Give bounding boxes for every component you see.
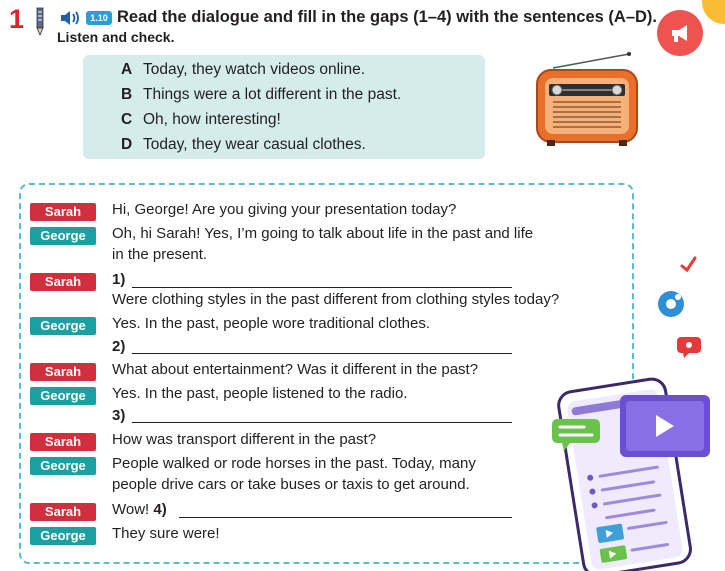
speaker-icon[interactable] xyxy=(60,10,82,26)
gap-blank-3[interactable] xyxy=(132,422,512,423)
track-badge[interactable]: 1.10 xyxy=(86,11,112,25)
dialogue-line: What about entertainment? Was it different in the past? xyxy=(112,361,479,378)
gap-blank-4[interactable] xyxy=(179,517,512,518)
info-bubble-icon[interactable] xyxy=(656,289,686,319)
radio-illustration xyxy=(533,52,641,150)
option-a: A Today, they watch videos online. xyxy=(121,61,366,78)
gap-number-1: 1) xyxy=(112,271,126,288)
speaker-badge-george: George xyxy=(30,227,96,245)
megaphone-icon xyxy=(657,10,703,56)
option-b: B Things were a lot different in the past. xyxy=(121,86,402,103)
dialogue-line: Oh, hi Sarah! Yes, I’m going to talk about life in the past and life xyxy=(112,225,534,242)
gap-blank-1[interactable] xyxy=(132,287,512,288)
speaker-badge-sarah: Sarah xyxy=(30,503,96,521)
dialogue-line: Were clothing styles in the past different from clothing styles today? xyxy=(112,291,560,308)
speaker-badge-sarah: Sarah xyxy=(30,203,96,221)
speaker-badge-george: George xyxy=(30,527,96,545)
speaker-badge-sarah: Sarah xyxy=(30,363,96,381)
dialogue-line xyxy=(112,501,167,518)
exercise-number: 1 xyxy=(9,4,25,34)
wow-text: Wow! xyxy=(112,501,150,518)
instruction-line-1: Read the dialogue and fill in the gaps (1–4) with the sentences (A–D). xyxy=(117,8,658,26)
speaker-badge-sarah: Sarah xyxy=(30,273,96,291)
dialogue-line: Yes. In the past, people listened to the radio. xyxy=(112,385,408,402)
gap-number-3: 3) xyxy=(112,407,126,424)
gap-number-4: 4) xyxy=(153,501,167,518)
speaker-badge-george: George xyxy=(30,387,96,405)
edit-tool-button[interactable] xyxy=(702,0,725,24)
speaker-badge-george: George xyxy=(30,317,96,335)
dialogue-line: in the present. xyxy=(112,246,208,263)
option-d: D Today, they wear casual clothes. xyxy=(121,136,366,153)
comment-icon[interactable] xyxy=(675,335,703,359)
check-note-icon[interactable] xyxy=(678,254,698,274)
instruction-line-2: Listen and check. xyxy=(57,29,175,45)
dialogue-line: Hi, George! Are you giving your presentation today? xyxy=(112,201,457,218)
speaker-badge-sarah: Sarah xyxy=(30,433,96,451)
phone-illustration xyxy=(548,375,718,571)
dialogue-line: people drive cars or take buses or taxis to get around. xyxy=(112,476,470,493)
dialogue-line: They sure were! xyxy=(112,525,220,542)
dialogue-line: Yes. In the past, people wore traditional clothes. xyxy=(112,315,430,332)
options-box xyxy=(83,55,485,159)
speaker-badge-george: George xyxy=(30,457,96,475)
announce-button[interactable] xyxy=(657,10,703,56)
gap-blank-2[interactable] xyxy=(132,353,512,354)
dialogue-line: How was transport different in the past? xyxy=(112,431,377,448)
pencil-icon xyxy=(35,6,45,36)
gap-number-2: 2) xyxy=(112,338,126,355)
dialogue-line: People walked or rode horses in the past. Today, many xyxy=(112,455,476,472)
option-c: C Oh, how interesting! xyxy=(121,111,281,128)
